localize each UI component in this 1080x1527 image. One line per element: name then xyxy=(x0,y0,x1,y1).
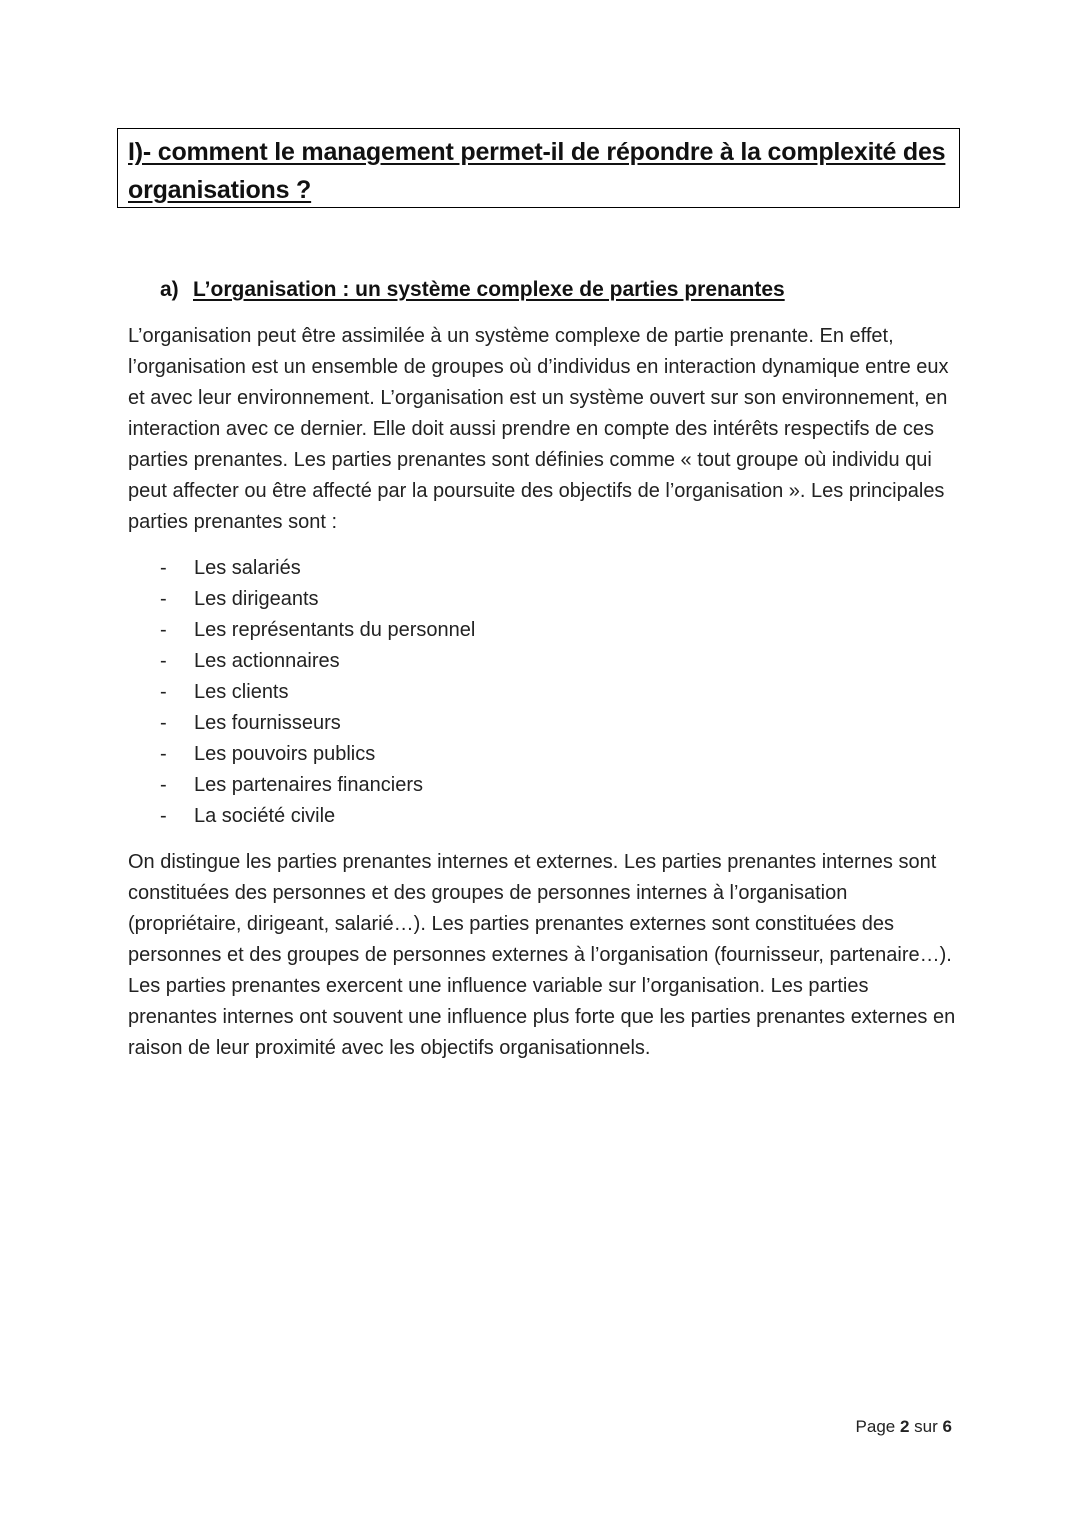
current-page: 2 xyxy=(899,1417,910,1436)
stakeholder-list-item xyxy=(160,646,475,677)
list-bullet: - xyxy=(160,650,167,672)
of-word: sur xyxy=(914,1417,938,1436)
list-bullet: - xyxy=(160,712,167,734)
section-label: a) xyxy=(160,278,179,301)
stakeholder-list-item xyxy=(160,615,475,646)
stakeholder-list-item xyxy=(160,677,475,708)
section-heading xyxy=(160,275,785,305)
list-bullet: - xyxy=(160,619,167,641)
intro-paragraph: L’organisation peut être assimilée à un système complexe de partie prenante. En effet, l’organisation est un ensemble de groupes où d’individus en interaction dynamique entre eux et avec leur environnement. L’organisation est un système ouvert sur son environnement, en interaction avec ce dernier. Elle doit aussi prendre en compte des intérêts respectifs de ces parties prenantes. Les parties prenantes sont définies comme « tout groupe où individu qui peut affecter ou être affecté par la poursuite des objectifs de l’organisation ». Les principales parties prenantes sont : xyxy=(128,325,949,533)
list-bullet: - xyxy=(160,805,167,827)
internal-external-paragraph: On distingue les parties prenantes internes et externes. Les parties prenantes internes sont constituées des personnes et des groupes de personnes internes à l’organisation (propriétaire, dirigeant, salarié…). Les parties prenantes externes sont constituées des personnes et des groupes de personnes externes à l’organisation (fournisseur, partenaire…). Les parties prenantes exercent une influence variable sur l’organisation. Les parties prenantes internes ont souvent une influence plus forte que les parties prenantes externes en raison de leur proximité avec les objectifs organisationnels. xyxy=(128,851,956,1059)
document-title: I)- comment le management permet-il de répondre à la complexité des organisations ? xyxy=(128,138,946,204)
stakeholder-label: Les partenaires financiers xyxy=(194,774,424,796)
title-box xyxy=(117,128,960,208)
stakeholder-label: Les actionnaires xyxy=(194,650,340,672)
section-title: L’organisation : un système complexe de parties prenantes xyxy=(193,278,785,301)
page-number xyxy=(856,1414,952,1440)
stakeholder-list-item xyxy=(160,801,475,832)
stakeholder-label: Les représentants du personnel xyxy=(194,619,476,641)
list-bullet: - xyxy=(160,557,167,579)
total-pages: 6 xyxy=(942,1417,952,1436)
stakeholder-label: Les clients xyxy=(194,681,289,703)
stakeholder-list-item xyxy=(160,739,475,770)
stakeholder-list xyxy=(160,553,475,832)
stakeholder-list-item xyxy=(160,584,475,615)
stakeholder-label: Les fournisseurs xyxy=(194,712,341,734)
stakeholder-label: Les salariés xyxy=(194,557,301,579)
stakeholder-list-item xyxy=(160,708,475,739)
stakeholder-label: Les pouvoirs publics xyxy=(194,743,376,765)
stakeholder-list-item xyxy=(160,553,475,584)
list-bullet: - xyxy=(160,774,167,796)
stakeholder-list-item xyxy=(160,770,475,801)
stakeholder-label: La société civile xyxy=(194,805,336,827)
stakeholder-label: Les dirigeants xyxy=(194,588,319,610)
list-bullet: - xyxy=(160,743,167,765)
page-word: Page xyxy=(855,1417,896,1436)
list-bullet: - xyxy=(160,681,167,703)
list-bullet: - xyxy=(160,588,167,610)
